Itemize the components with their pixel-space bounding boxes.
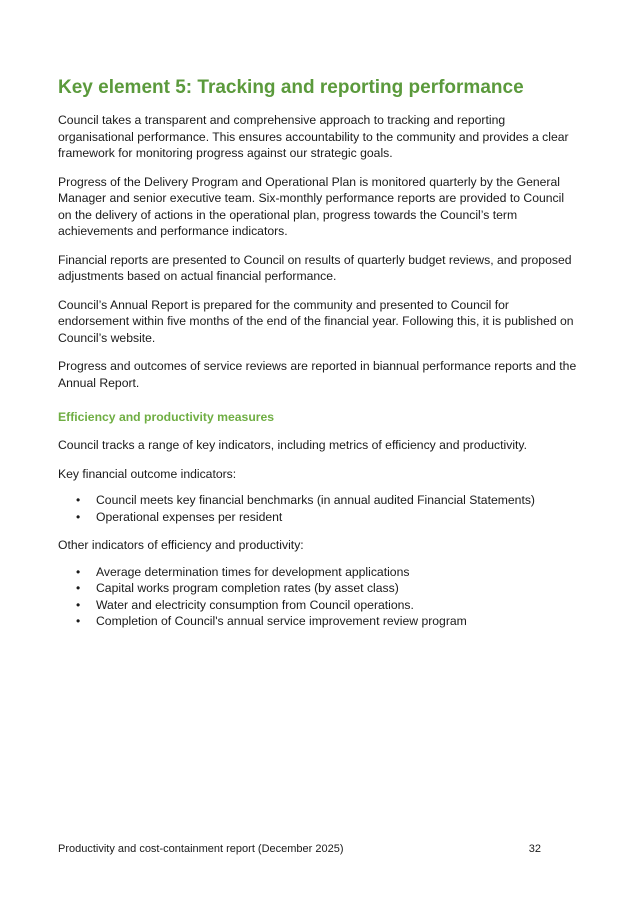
paragraph-approach: Council takes a transparent and comprehensive approach to tracking and reporting organisational performance. This ensures accountability to the community and provides a clear framework for monitoring progress against our strategic goals. — [58, 113, 569, 160]
list-item-text: Council meets key financial benchmarks (in annual audited Financial Statements) — [96, 493, 535, 507]
footer-title: Productivity and cost-containment report (December 2025) — [58, 843, 344, 855]
list-item-text: Water and electricity consumption from Council operations. — [96, 597, 414, 612]
section-subheading: Efficiency and productivity measures — [58, 410, 275, 424]
bullet-icon: • — [76, 564, 81, 579]
list-item-text: Completion of Council's annual service improvement review program — [96, 614, 467, 628]
list-item — [76, 597, 578, 614]
list-item — [76, 492, 578, 509]
bullet-icon: • — [76, 493, 81, 507]
other-indicators-label: Other indicators of efficiency and productivity: — [58, 538, 304, 552]
list-item-text: Capital works program completion rates (by asset class) — [96, 581, 399, 595]
page-number: 32 — [528, 843, 541, 855]
list-item-text: Operational expenses per resident — [96, 509, 283, 524]
bullet-icon: • — [76, 597, 81, 612]
paragraph-intro: Council tracks a range of key indicators, including metrics of efficiency and productivity. — [58, 438, 527, 452]
paragraph-service-reviews: Progress and outcomes of service reviews are reported in biannual performance reports and the Annual Report. — [58, 359, 577, 390]
bullet-icon: • — [76, 581, 81, 595]
page-heading: Key element 5: Tracking and reporting performance — [58, 77, 524, 98]
list-item — [76, 564, 578, 581]
financial-indicators-list — [58, 492, 578, 525]
list-item-text: Average determination times for development applications — [96, 564, 410, 579]
list-item — [76, 613, 578, 630]
financial-indicators-label: Key financial outcome indicators: — [58, 466, 237, 481]
list-item — [76, 509, 578, 526]
page-footer — [58, 842, 541, 856]
paragraph-financial-reports: Financial reports are presented to Council on results of quarterly budget reviews, and proposed adjustments based on actual financial performance. — [58, 252, 572, 283]
bullet-icon: • — [76, 509, 81, 524]
paragraph-delivery-program: Progress of the Delivery Program and Operational Plan is monitored quarterly by the General Manager and senior executive team. Six-monthly performance reports are provided to Council on the delivery of actions in the operational plan, progress towards the Council’s term achievements and performance indicators. — [58, 174, 565, 238]
paragraph-annual-report: Council’s Annual Report is prepared for the community and presented to Council for endorsement within five months of the end of the financial year. Following this, it is published on Council’s website. — [58, 297, 574, 345]
bullet-icon: • — [76, 614, 81, 628]
list-item — [76, 580, 578, 597]
other-indicators-list — [58, 564, 578, 630]
page-content — [58, 76, 578, 642]
